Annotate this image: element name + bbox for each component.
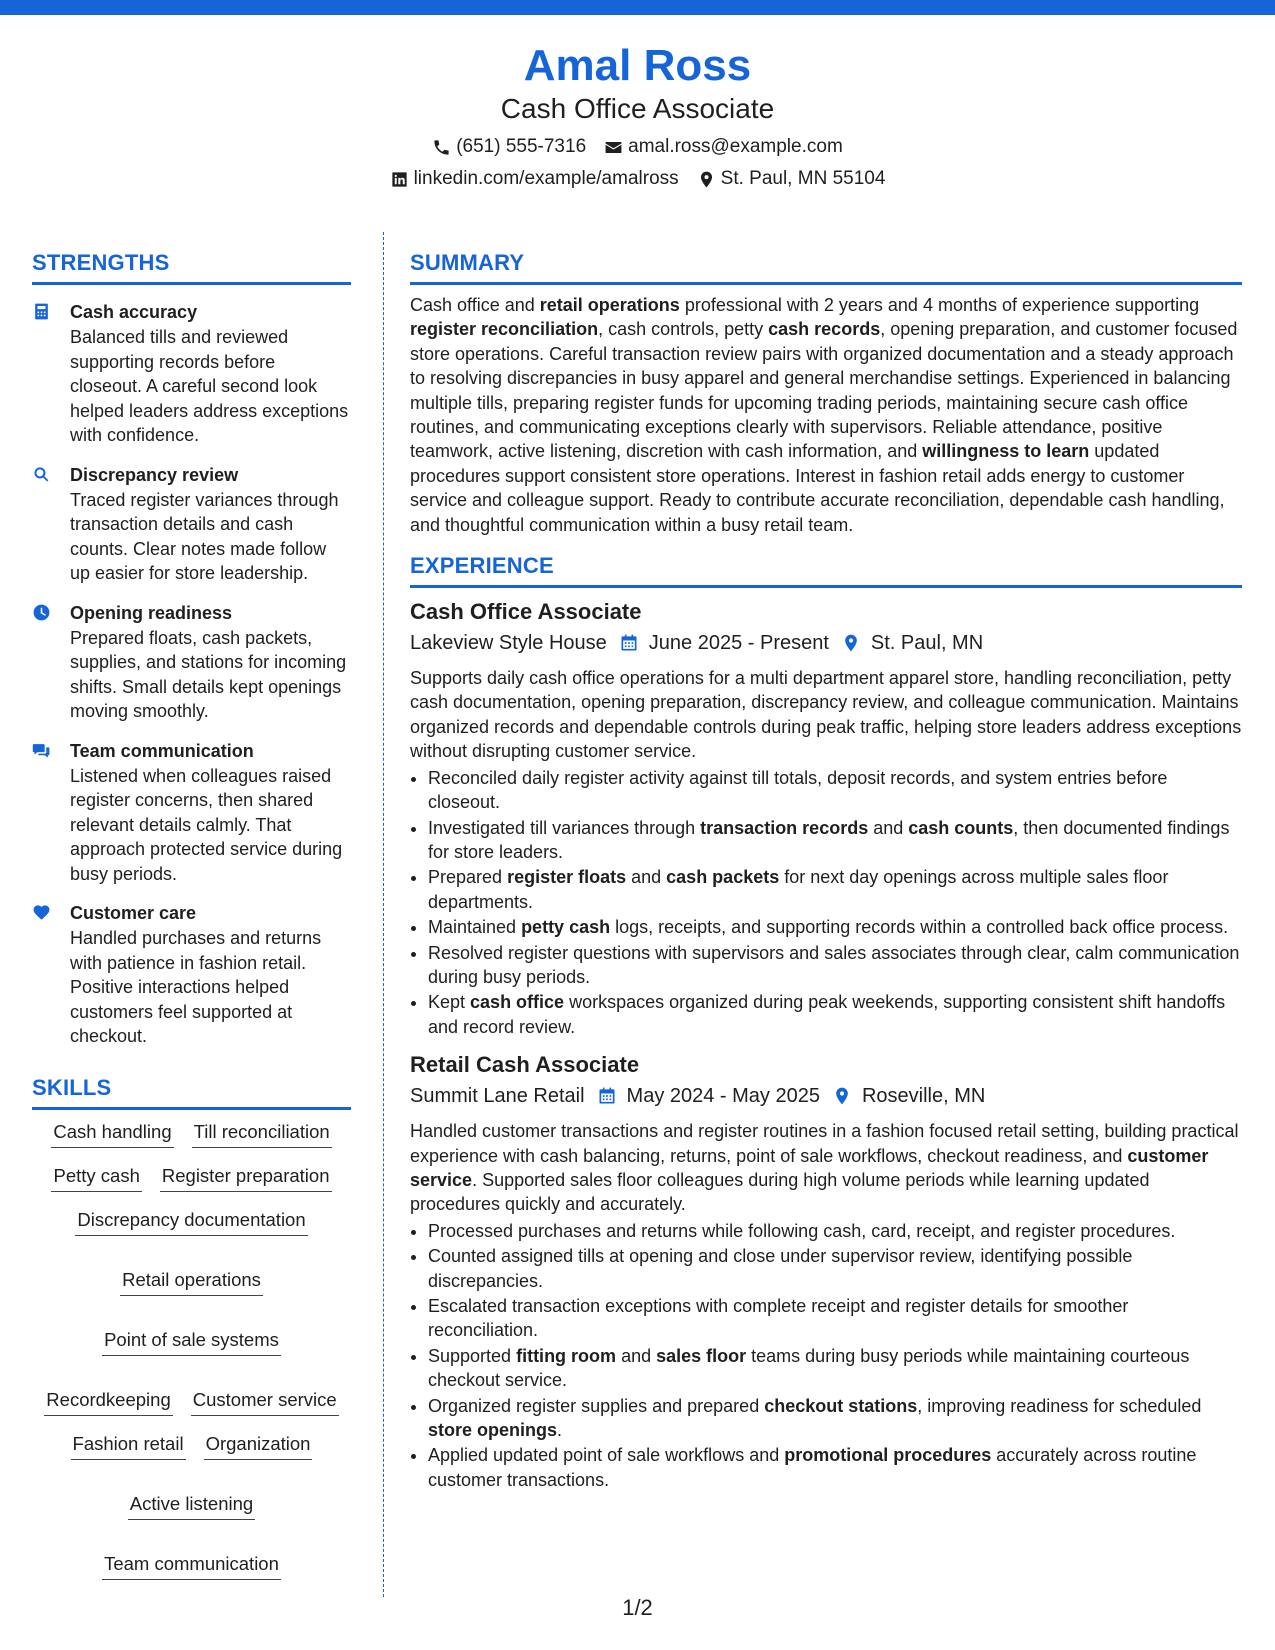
job-title: Retail Cash Associate xyxy=(410,1052,640,1078)
bullet-item: • Investigated till variances through transaction records and cash counts, then documented findings for store leaders. xyxy=(428,816,1242,865)
right-column xyxy=(410,250,1242,1493)
strength-description: Balanced tills and reviewed supporting records before closeout. A careful second look helped leaders address exceptions with confidence. xyxy=(70,327,349,445)
experience-heading: EXPERIENCE xyxy=(410,553,1242,588)
strength-item xyxy=(32,900,351,1049)
map-pin-icon xyxy=(832,1086,852,1106)
skill-tag: Customer service xyxy=(191,1388,339,1416)
strength-title: Cash accuracy xyxy=(70,302,198,322)
contact-email[interactable] xyxy=(604,132,843,162)
bullet-item: • Supported fitting room and sales floor teams during busy periods while maintaining courteous checkout service. xyxy=(428,1344,1242,1393)
bold-phrase: customer service xyxy=(410,1145,1209,1190)
candidate-title: Cash Office Associate xyxy=(500,93,775,124)
strength-description: Listened when colleagues raised register concerns, then shared relevant details calmly. That approach protected service during busy periods. xyxy=(70,765,343,884)
strength-item xyxy=(32,738,351,887)
job-location xyxy=(841,628,983,658)
bold-phrase: sales floor xyxy=(656,1345,747,1366)
bold-phrase: register reconciliation xyxy=(410,319,599,340)
bold-phrase: transaction records xyxy=(700,817,869,838)
column-divider xyxy=(383,232,384,1597)
skills-heading: SKILLS xyxy=(32,1075,351,1110)
strength-title: Team communication xyxy=(70,740,254,761)
calendar-icon xyxy=(597,1086,617,1106)
left-column xyxy=(32,250,351,1580)
clock-icon xyxy=(32,603,51,622)
bullet-item: • Resolved register questions with supervisors and sales associates through clear, calm communication during busy periods. xyxy=(428,941,1242,990)
dates-text: June 2025 - Present xyxy=(648,632,829,655)
linkedin-text: linkedin.com/example/amalross xyxy=(413,168,679,189)
calendar-icon xyxy=(619,633,639,653)
bullet-item: • Processed purchases and returns while following cash, card, receipt, and register procedures. xyxy=(428,1219,1242,1243)
summary-text: Cash office and retail operations professional with 2 years and 4 months of experience supporting register reconciliation, cash controls, petty cash records, opening preparation, and customer focused store operations. Careful transaction review pairs with organized documentation and a steady approach to resolving discrepancies in busy apparel and general merchandise settings. Experienced in balancing multiple tills, preparing register funds for upcoming trading periods, maintaining secure cash office routines, and communicating exceptions clearly with supervisors. Reliable attendance, positive teamwork, active listening, discretion with cash information, and willingness to learn updated procedures support consistent store operations. Interest in fashion retail adds energy to customer service and colleague support. Ready to contribute accurate reconciliation, dependable cash handling, and thoughtful communication within a busy retail team. xyxy=(410,295,1238,535)
bold-phrase: retail operations xyxy=(539,295,680,315)
job-entry xyxy=(410,1051,1242,1492)
dates-text: May 2024 - May 2025 xyxy=(626,1085,820,1108)
search-icon xyxy=(32,465,51,484)
skill-tag: Active listening xyxy=(128,1492,255,1520)
strength-description: Traced register variances through transaction details and cash counts. Clear notes made follow up easier for store leadership. xyxy=(70,489,339,583)
bold-phrase: cash counts xyxy=(908,817,1014,838)
job-bullets xyxy=(410,766,1242,1039)
bullet-item: • Counted assigned tills at opening and close under supervisor review, identifying possible discrepancies. xyxy=(428,1244,1242,1293)
map-pin-icon xyxy=(697,170,716,189)
job-meta xyxy=(410,1081,1242,1111)
skill-tag: Organization xyxy=(204,1432,313,1460)
location-text: St. Paul, MN xyxy=(870,632,984,655)
heart-icon xyxy=(32,903,51,922)
contact-row-1 xyxy=(0,132,1275,162)
job-entry xyxy=(410,598,1242,1039)
job-bullets xyxy=(410,1219,1242,1492)
skill-tag: Recordkeeping xyxy=(44,1388,172,1416)
bold-phrase: petty cash xyxy=(521,917,611,938)
bold-phrase: checkout stations xyxy=(764,1395,918,1416)
bold-phrase: cash records xyxy=(768,319,881,340)
bold-phrase: promotional procedures xyxy=(784,1445,992,1466)
strength-description: Prepared floats, cash packets, supplies, and stations for incoming shifts. Small details kept openings moving smoothly. xyxy=(70,627,347,721)
contact-linkedin[interactable] xyxy=(390,164,679,194)
candidate-name: Amal Ross xyxy=(523,41,752,90)
strength-item xyxy=(32,462,351,586)
strength-title: Customer care xyxy=(70,903,197,923)
bold-phrase: cash packets xyxy=(666,867,780,888)
summary-heading: SUMMARY xyxy=(410,250,1242,285)
job-dates xyxy=(619,628,829,658)
strength-title: Opening readiness xyxy=(70,602,233,623)
bold-phrase: register floats xyxy=(507,867,627,888)
phone-text: (651) 555-7316 xyxy=(456,136,587,157)
bold-phrase: fitting room xyxy=(516,1345,617,1366)
calculator-icon xyxy=(32,302,51,321)
skill-tag: Register preparation xyxy=(160,1164,332,1192)
strength-description: Handled purchases and returns with patience in fashion retail. Positive interactions helped customers feel supported at checkout. xyxy=(70,928,322,1046)
skill-tag: Petty cash xyxy=(51,1164,141,1192)
strength-title: Discrepancy review xyxy=(70,464,239,485)
bold-phrase: store openings xyxy=(428,1420,558,1441)
bullet-item: • Escalated transaction exceptions with complete receipt and register details for smoother reconciliation. xyxy=(428,1294,1242,1343)
page-number: 1/2 xyxy=(622,1595,653,1620)
bold-phrase: willingness to learn xyxy=(922,441,1090,462)
contact-location xyxy=(697,164,886,194)
bullet-item: • Applied updated point of sale workflows and promotional procedures accurately across routine customer transactions. xyxy=(428,1443,1242,1492)
envelope-icon xyxy=(604,138,623,157)
bullet-item: • Organized register supplies and prepared checkout stations, improving readiness for scheduled store openings. xyxy=(428,1394,1242,1443)
company-name: Lakeview Style House xyxy=(410,632,607,655)
skills-list xyxy=(32,1120,351,1580)
strength-item xyxy=(32,299,351,448)
bullet-item: • Kept cash office workspaces organized during peak weekends, supporting consistent shift handoffs and record review. xyxy=(428,990,1242,1039)
skill-tag: Retail operations xyxy=(120,1268,263,1296)
linkedin-icon xyxy=(390,170,409,189)
job-description: Handled customer transactions and register routines in a fashion focused retail setting, building practical experience with cash balancing, returns, point of sale workflows, checkout readiness, and customer service. Supported sales floor colleagues during high volume periods while learning updated procedures quickly and accurately. xyxy=(410,1121,1239,1215)
skill-tag: Fashion retail xyxy=(71,1432,186,1460)
skill-tag: Cash handling xyxy=(51,1120,173,1148)
bold-phrase: cash office xyxy=(470,992,565,1013)
job-description: Supports daily cash office operations for a multi department apparel store, handling reconciliation, petty cash documentation, opening preparation, discrepancy review, and colleague communication. Maintains organized records and dependable controls during peak traffic, helping store leaders address exceptions without disrupting customer service. xyxy=(410,668,1242,762)
contact-phone xyxy=(432,132,586,162)
top-accent-bar xyxy=(0,0,1275,15)
bullet-item: • Maintained petty cash logs, receipts, and supporting records within a controlled back office process. xyxy=(428,915,1242,939)
location-text: St. Paul, MN 55104 xyxy=(720,168,886,189)
contact-row-2 xyxy=(0,164,1275,194)
location-text: Roseville, MN xyxy=(861,1085,986,1108)
bullet-item: • Prepared register floats and cash packets for next day openings across multiple sales floor departments. xyxy=(428,865,1242,914)
skill-tag: Team communication xyxy=(102,1552,281,1580)
map-pin-icon xyxy=(841,633,861,653)
chat-bubbles-icon xyxy=(32,741,51,760)
strength-item xyxy=(32,600,351,724)
skill-tag: Till reconciliation xyxy=(192,1120,332,1148)
resume-header xyxy=(0,40,1275,194)
job-dates xyxy=(597,1081,820,1111)
company-name: Summit Lane Retail xyxy=(410,1085,585,1108)
bullet-item: • Reconciled daily register activity against till totals, deposit records, and system entries before closeout. xyxy=(428,766,1242,815)
strengths-heading: STRENGTHS xyxy=(32,250,351,285)
job-meta xyxy=(410,628,1242,658)
job-location xyxy=(832,1081,985,1111)
phone-icon xyxy=(432,138,451,157)
skill-tag: Discrepancy documentation xyxy=(75,1208,307,1236)
skill-tag: Point of sale systems xyxy=(102,1328,281,1356)
email-text: amal.ross@example.com xyxy=(628,136,843,157)
job-title: Cash Office Associate xyxy=(410,599,642,625)
